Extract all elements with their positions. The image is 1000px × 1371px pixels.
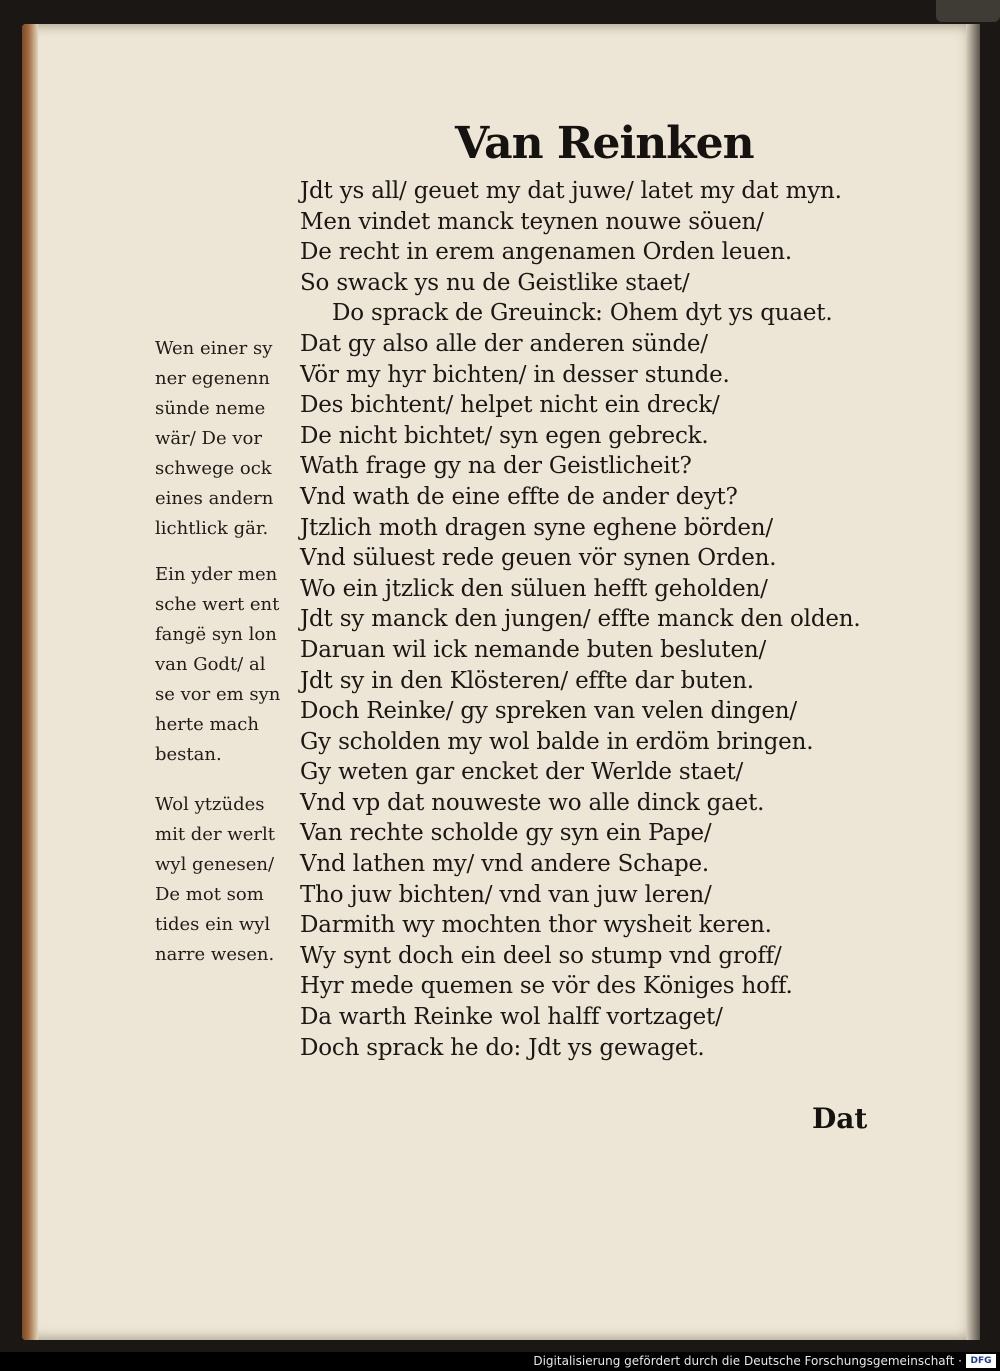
gloss-line: schwege ock	[155, 458, 272, 479]
page-edge-left	[22, 24, 38, 1340]
verse-line: Gy weten gar encket der Werlde staet/	[300, 759, 744, 786]
verse-text	[300, 176, 880, 1063]
gloss-line: Wen einer sy	[155, 338, 273, 359]
verse-line: Da warth Reinke wol halff vortzaget/	[300, 1004, 723, 1031]
gloss-line: fangë syn lon	[155, 624, 277, 645]
book-clasp	[936, 0, 1000, 22]
verse-line: Doch sprack he do: Jdt ys gewaget.	[300, 1034, 705, 1061]
catchword: Dat	[812, 1102, 868, 1135]
verse-line: Doch Reinke/ gy spreken van velen dingen/	[300, 698, 797, 725]
dfg-logo-icon: DFG	[966, 1354, 996, 1368]
verse-line: Vnd vp dat nouweste wo alle dinck gaet.	[300, 789, 765, 816]
marginal-gloss	[155, 560, 300, 770]
running-title: Van Reinken	[455, 118, 754, 169]
verse-line: Wy synt doch ein deel so stump vnd groff/	[300, 942, 782, 969]
verse-line: Jdt sy in den Klösteren/ effte dar buten.	[300, 667, 754, 694]
verse-line: Vnd süluest rede geuen vör synen Orden.	[300, 545, 777, 572]
verse-line: Jdt ys all/ geuet my dat juwe/ latet my dat myn.	[300, 178, 842, 204]
verse-line: Vör my hyr bichten/ in desser stunde.	[300, 361, 730, 388]
gloss-line: mit der werlt	[155, 824, 275, 845]
verse-line: Des bichtent/ helpet nicht ein dreck/	[300, 392, 720, 419]
verse-line: Jtzlich moth dragen syne eghene börden/	[300, 514, 773, 541]
verse-line: Vnd lathen my/ vnd andere Schape.	[300, 851, 710, 878]
gloss-line: lichtlick gär.	[155, 518, 269, 539]
gloss-line: tides ein wyl	[155, 914, 271, 935]
verse-line: Do sprack de Greuinck: Ohem dyt ys quaet.	[332, 300, 833, 327]
gloss-line: narre wesen.	[155, 944, 275, 965]
verse-line: Jdt sy manck den jungen/ effte manck den olden.	[300, 606, 861, 633]
verse-line: Gy scholden my wol balde in erdöm bringen.	[300, 728, 814, 755]
gloss-line: sche wert ent	[155, 594, 280, 615]
verse-line: Men vindet manck teynen nouwe söuen/	[300, 208, 764, 235]
verse-line: Wo ein jtzlick den süluen hefft geholden/	[300, 575, 768, 602]
verse-line: De recht in erem angenamen Orden leuen.	[300, 239, 792, 266]
verse-line: Vnd wath de eine effte de ander deyt?	[300, 483, 738, 510]
verse-line: Wath frage gy na der Geistlicheit?	[300, 453, 692, 480]
digitization-credit: Digitalisierung gefördert durch die Deutsche Forschungsgemeinschaft ·	[533, 1354, 962, 1368]
verse-line: De nicht bichtet/ syn egen gebreck.	[300, 422, 709, 449]
gloss-line: van Godt/ al	[155, 654, 266, 675]
gloss-line: se vor em syn	[155, 684, 281, 705]
gloss-line: bestan.	[155, 744, 222, 765]
marginal-gloss	[155, 790, 300, 970]
verse-line: Dat gy also alle der anderen sünde/	[300, 330, 708, 357]
verse-line: Tho juw bichten/ vnd van juw leren/	[300, 881, 712, 908]
marginal-gloss	[155, 334, 300, 544]
verse-line: Darmith wy mochten thor wysheit keren.	[300, 912, 772, 939]
gloss-line: ner egenenn	[155, 368, 270, 389]
gloss-line: De mot som	[155, 884, 264, 905]
gloss-line: wyl genesen/	[155, 854, 275, 875]
verse-line: Daruan wil ick nemande buten besluten/	[300, 636, 767, 663]
gloss-line: eines andern	[155, 488, 274, 509]
gloss-line: sünde neme	[155, 398, 266, 419]
gloss-line: Wol ytzüdes	[155, 794, 265, 815]
page-edge-right	[966, 24, 980, 1340]
verse-line: Hyr mede quemen se vör des Königes hoff.	[300, 973, 793, 1000]
verse-line: So swack ys nu de Geistlike staet/	[300, 269, 690, 296]
gloss-line: herte mach	[155, 714, 259, 735]
gloss-line: Ein yder men	[155, 564, 278, 585]
verse-line: Van rechte scholde gy syn ein Pape/	[300, 820, 712, 847]
gloss-line: wär/ De vor	[155, 428, 262, 449]
